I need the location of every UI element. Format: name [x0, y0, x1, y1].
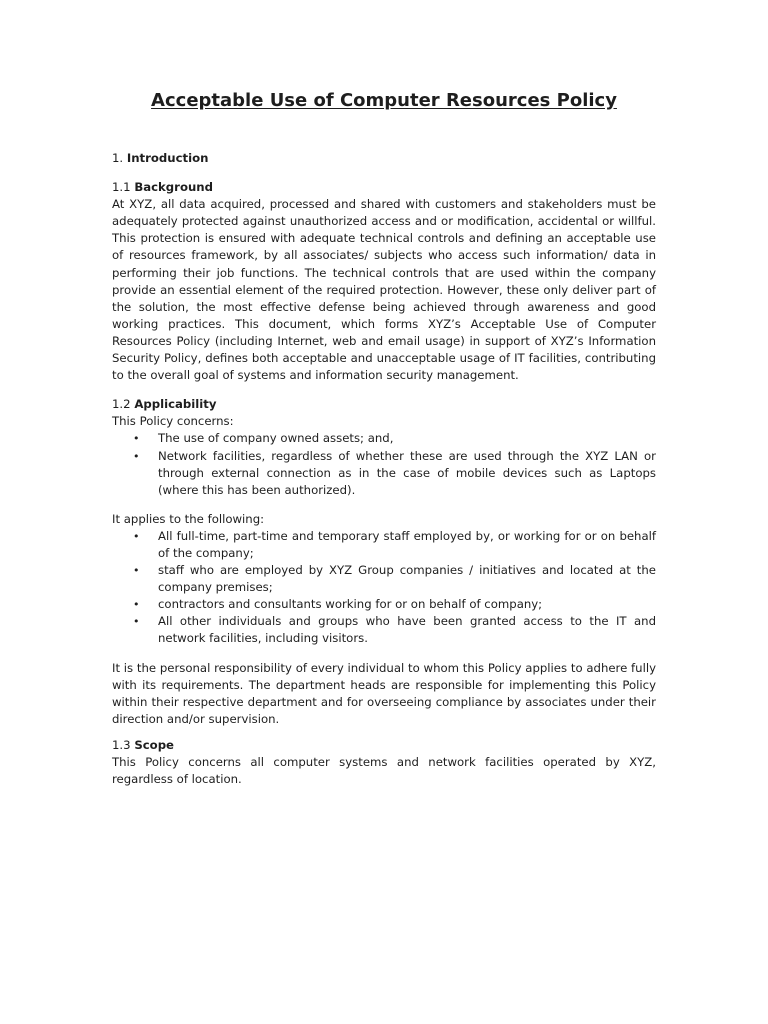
- document-body: [112, 150, 656, 788]
- applies-list: [112, 528, 656, 648]
- section-applicability-heading: [112, 396, 656, 413]
- list-item-text: staff who are employed by XYZ Group companies / initiatives and located at the company premises;: [158, 563, 656, 595]
- list-item: [112, 528, 656, 562]
- list-item-text: Network facilities, regardless of whether these are used through the XYZ LAN or through external connection as in the case of mobile devices such as Laptops (where this has been authorized).: [158, 448, 656, 497]
- list-item: [112, 596, 656, 613]
- section-scope-heading: [112, 737, 656, 754]
- section-label: Background: [134, 180, 213, 195]
- section-number: 1.: [112, 151, 124, 165]
- section-number: 1.2: [112, 397, 131, 412]
- bullet-icon: •: [133, 564, 140, 578]
- section-background-heading: [112, 179, 656, 196]
- applicability-intro: This Policy concerns:: [112, 414, 234, 429]
- scope-paragraph: This Policy concerns all computer systems and network facilities operated by XYZ, regardless of location.: [112, 755, 656, 787]
- list-item: [112, 613, 656, 647]
- bullet-icon: •: [133, 529, 140, 543]
- section-introduction-heading: [112, 150, 656, 167]
- applies-intro: It applies to the following:: [112, 511, 265, 526]
- responsibility-paragraph: It is the personal responsibility of every individual to whom this Policy applies to adhere fully with its requirements. The department heads are responsible for implementing this Policy within their respective department and for overseeing compliance by associates under their direction and/or supervision.: [112, 660, 656, 726]
- list-item: [112, 430, 656, 447]
- list-item: [112, 448, 656, 499]
- bullet-icon: •: [133, 449, 140, 463]
- bullet-icon: •: [133, 615, 140, 629]
- section-label: Scope: [134, 737, 174, 752]
- background-paragraph: At XYZ, all data acquired, processed and shared with customers and stakeholders must be adequately protected against unauthorized access and or modification, accidental or willful. This protection is ensured with adequate technical controls and defining an acceptable use of resources framework, by all associates/ subjects who access such information/ data in performing their job functions. The technical controls that are used within the company provide an essential element of the required protection. However, these only deliver part of the solution, the most effective defense being achieved through awareness and good working practices. This document, which forms XYZ’s Acceptable Use of Computer Resources Policy (including Internet, web and email usage) in support of XYZ’s Information Security Policy, defines both acceptable and unacceptable usage of IT facilities, contributing to the overall goal of systems and information security management.: [112, 197, 656, 383]
- list-item-text: The use of company owned assets; and,: [158, 431, 394, 446]
- concerns-list: [112, 430, 656, 498]
- bullet-icon: •: [133, 598, 140, 612]
- bullet-icon: •: [133, 432, 140, 446]
- list-item: [112, 562, 656, 596]
- section-number: 1.1: [112, 180, 131, 195]
- list-item-text: All other individuals and groups who have been granted access to the IT and network facilities, including visitors.: [158, 614, 656, 646]
- list-item-text: contractors and consultants working for or on behalf of company;: [158, 597, 543, 612]
- list-item-text: All full-time, part-time and temporary staff employed by, or working for or on behalf of the company;: [158, 528, 656, 560]
- section-number: 1.3: [112, 737, 131, 752]
- document-title: Acceptable Use of Computer Resources Policy: [151, 90, 617, 111]
- section-label: Applicability: [134, 397, 217, 412]
- section-label: Introduction: [126, 151, 209, 165]
